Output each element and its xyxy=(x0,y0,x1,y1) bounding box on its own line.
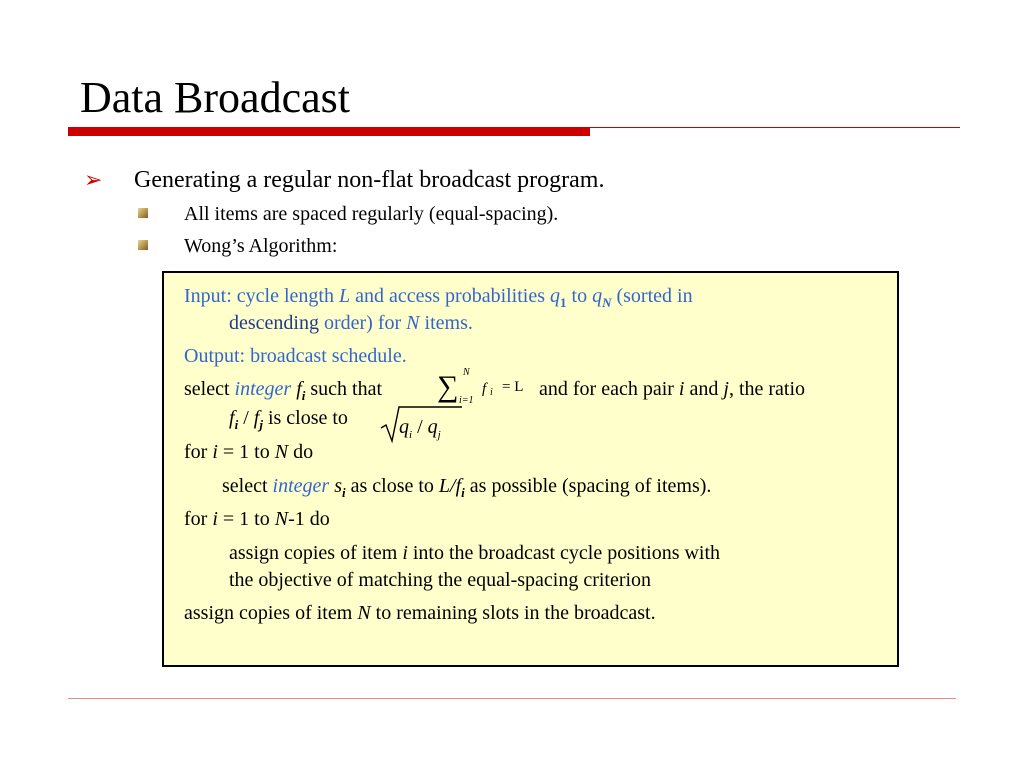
sqrt-radicand: $q_i / q_j$ xyxy=(399,416,441,441)
bullet-level2-equal-spacing: All items are spaced regularly (equal-spacing). xyxy=(184,203,559,225)
algo-assign-line2: the objective of matching the equal-spacing criterion xyxy=(229,569,652,591)
algo-output-line: Output: broadcast schedule. xyxy=(184,345,407,367)
slide-title: Data Broadcast xyxy=(80,73,350,122)
title-underline-thick xyxy=(68,127,590,136)
square-bullet-icon xyxy=(138,240,148,250)
sigma-icon: ∑ xyxy=(437,370,459,403)
algo-select-line2: $f_i / f_j$ is close to xyxy=(229,407,348,432)
sum-term-f: f xyxy=(482,381,487,397)
algo-for-line2: for i = 1 to N-1 do xyxy=(184,508,330,530)
algo-assign-last-line: assign copies of item N to remaining slots in the broadcast. xyxy=(184,602,656,624)
square-bullet-icon xyxy=(138,208,148,218)
sum-lower-limit: i=1 xyxy=(459,395,474,406)
sum-upper-limit: N xyxy=(463,367,470,378)
title-underline-thin xyxy=(590,127,960,128)
algo-for-line1: for i = 1 to N do xyxy=(184,441,314,463)
algo-select-line1-tail: and for each pair i and j, the ratio xyxy=(539,378,806,400)
arrow-bullet-icon: ➢ xyxy=(84,167,103,192)
algo-select-s-line: select integer $s_i$ as close to $L/f_i$ as possible (spacing of items). xyxy=(222,475,712,500)
bullet-level1: Generating a regular non-flat broadcast program. xyxy=(134,167,605,193)
footer-rule xyxy=(68,698,956,699)
sum-equals-L: = L xyxy=(502,379,524,395)
bullet-level2-wong: Wong’s Algorithm: xyxy=(184,235,338,257)
sum-term-sub: i xyxy=(490,387,493,398)
algo-assign-line1: assign copies of item i into the broadcast cycle positions with xyxy=(229,542,721,564)
algo-select-line1: select integer $f_i$ such that xyxy=(184,378,383,403)
algo-input-line2: descending order) for N items. xyxy=(229,312,473,334)
algo-input-line1: Input: cycle length L and access probabilities $q_1$ to $q_N$ (sorted in xyxy=(184,285,693,310)
